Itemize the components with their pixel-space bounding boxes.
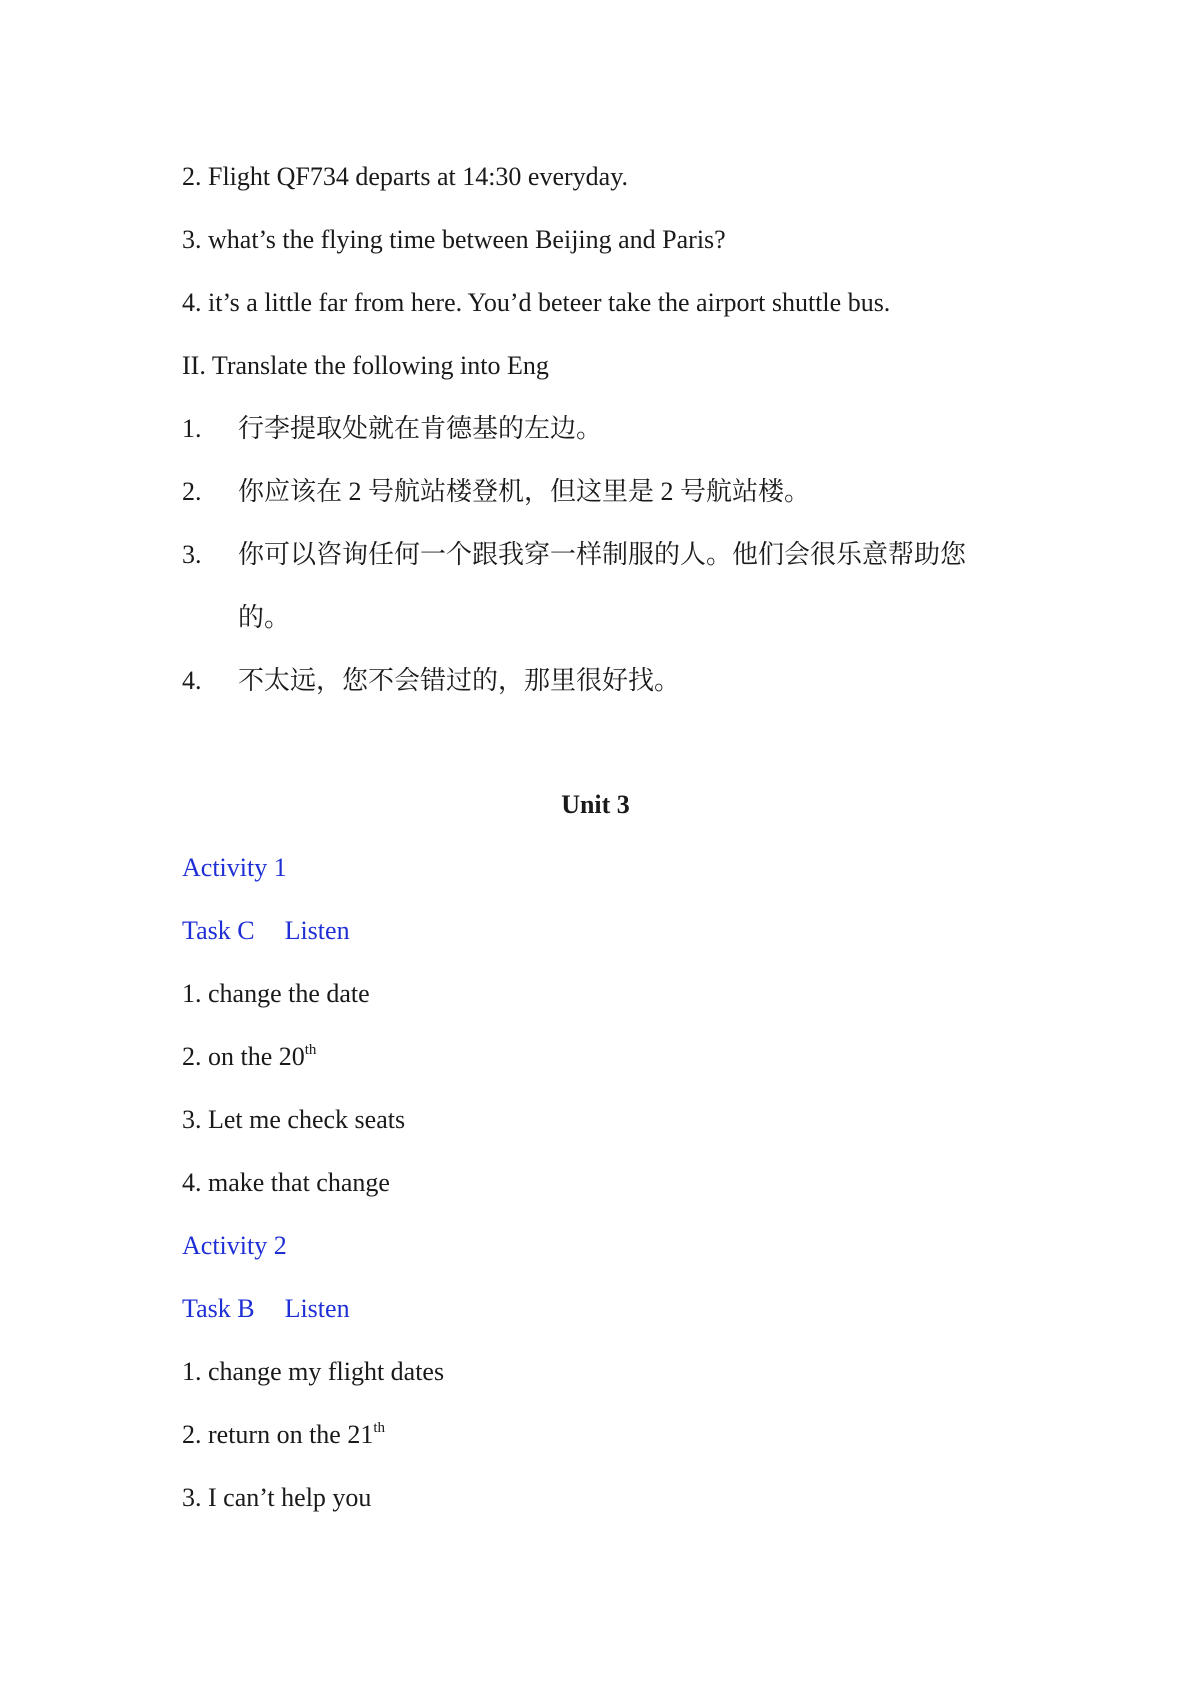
answer-text: 1. change the date: [182, 979, 370, 1008]
task-name: Task B: [182, 1294, 255, 1323]
translation-item: [182, 414, 602, 444]
translation-item: [182, 666, 680, 696]
item-text: 你可以咨询任何一个跟我穿一样制服的人。他们会很乐意帮助您: [238, 540, 967, 569]
section-title: II. Translate the following into Eng: [182, 351, 549, 380]
answer-line: [182, 1042, 316, 1072]
task-heading: [182, 1294, 350, 1324]
answer-line: [182, 979, 370, 1009]
answer-line: [182, 1420, 385, 1450]
answer-text: 3. Let me check seats: [182, 1105, 406, 1134]
ordinal-suffix: th: [304, 1042, 317, 1058]
answer-text: 1. change my flight dates: [182, 1357, 445, 1386]
task-name: Task C: [182, 916, 255, 945]
item-text: 你应该在 2 号航站楼登机，但这里是 2 号航站楼。: [238, 477, 811, 506]
answer-line: 2. Flight QF734 departs at 14:30 everyday.: [182, 162, 629, 191]
item-text: 行李提取处就在肯德基的左边。: [238, 414, 603, 443]
answer-text: 2. on the 20: [182, 1042, 305, 1071]
answer-line: [182, 1168, 390, 1198]
translation-item: [182, 477, 810, 507]
answer-line: [182, 1483, 371, 1513]
answer-line: 3. what’s the flying time between Beijing and Paris?: [182, 225, 726, 254]
item-text-continuation: 的。: [238, 603, 291, 632]
task-mode: Listen: [284, 916, 350, 945]
item-number: 4.: [182, 666, 202, 695]
answer-line: 4. it’s a little far from here. You’d beteer take the airport shuttle bus.: [182, 288, 891, 317]
activity-heading: Activity 1: [182, 853, 287, 882]
task-heading: [182, 916, 350, 946]
ordinal-suffix: th: [373, 1420, 386, 1436]
answer-text: 2. return on the 21: [182, 1420, 374, 1449]
translation-item: [182, 540, 966, 570]
answer-line: [182, 1105, 405, 1135]
answer-text: 4. make that change: [182, 1168, 390, 1197]
item-number: 1.: [182, 414, 202, 443]
item-text: 不太远，您不会错过的，那里很好找。: [238, 666, 681, 695]
answer-text: 3. I can’t help you: [182, 1483, 372, 1512]
item-number: 3.: [182, 540, 202, 569]
item-number: 2.: [182, 477, 202, 506]
unit-heading: Unit 3: [561, 790, 630, 819]
activity-heading: Activity 2: [182, 1231, 287, 1260]
task-mode: Listen: [284, 1294, 350, 1323]
answer-line: [182, 1357, 444, 1387]
